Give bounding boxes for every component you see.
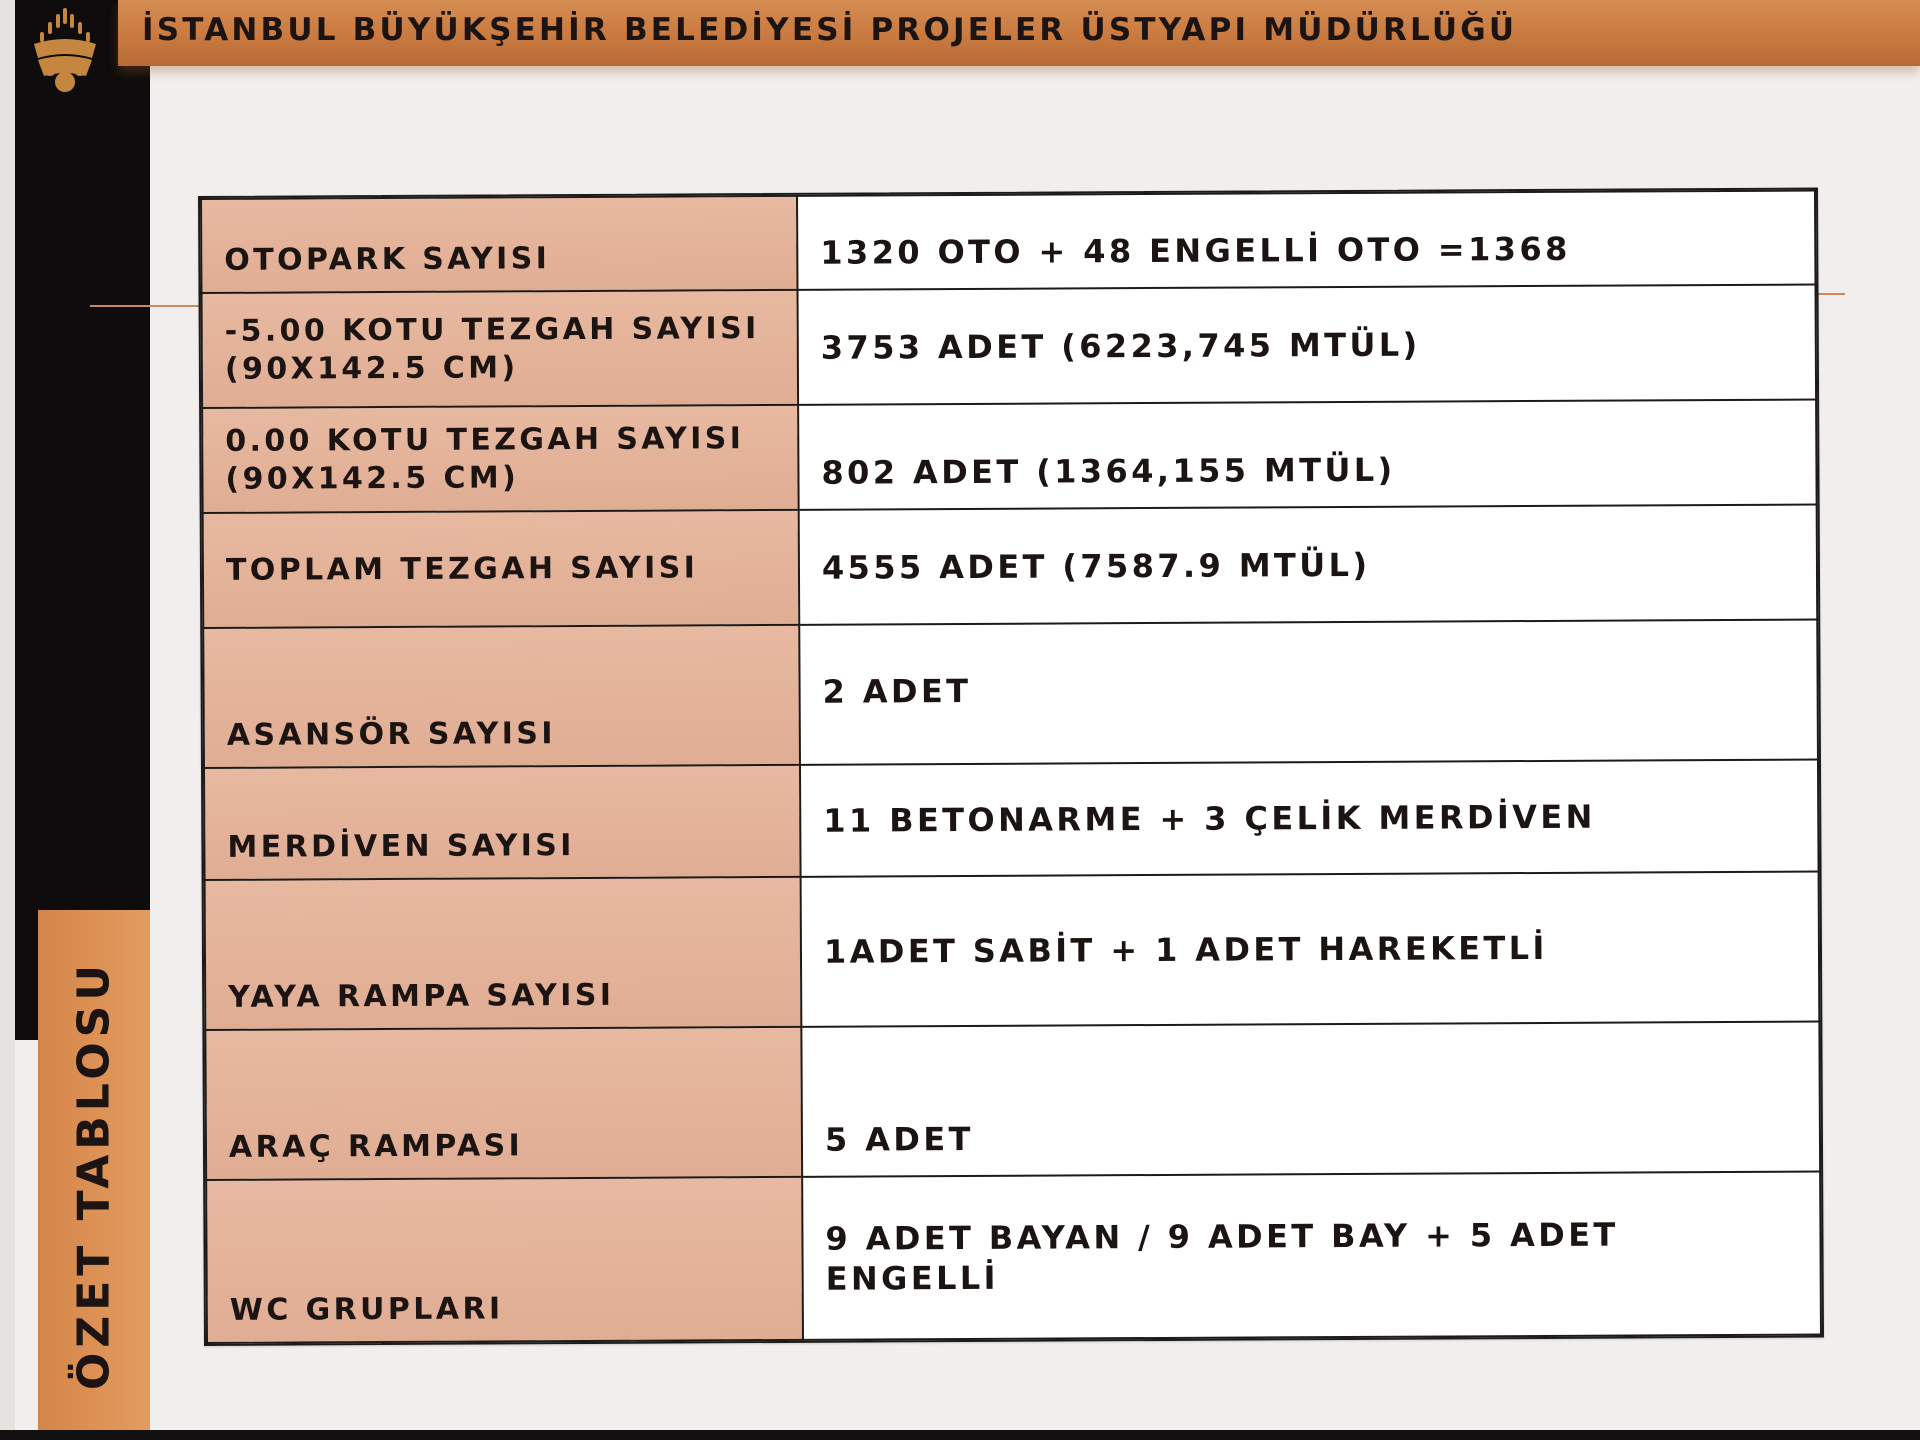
row-value: 1320 OTO + 48 ENGELLİ OTO =1368	[797, 191, 1815, 290]
row-label: WC GRUPLARI	[206, 1177, 803, 1343]
row-label: OTOPARK SAYISI	[201, 196, 797, 293]
bottom-edge	[0, 1430, 1920, 1440]
row-value: 9 ADET BAYAN / 9 ADET BAY + 5 ADET ENGELLİ	[802, 1172, 1821, 1340]
table-row	[202, 400, 1817, 513]
row-label: ASANSÖR SAYISI	[203, 625, 800, 768]
row-label: MERDİVEN SAYISI	[204, 765, 801, 880]
row-label: ARAÇ RAMPASI	[205, 1027, 802, 1180]
row-label: -5.00 KOTU TEZGAH SAYISI (90X142.5 CM)	[202, 290, 799, 408]
header-title: İSTANBUL BÜYÜKŞEHİR BELEDİYESİ PROJELER ÜSTYAPI MÜDÜRLÜĞÜ	[142, 12, 1518, 48]
row-value: 11 BETONARME + 3 ÇELİK MERDİVEN	[800, 760, 1819, 877]
row-value: 1ADET SABİT + 1 ADET HAREKETLİ	[801, 872, 1820, 1027]
page-edge	[0, 0, 15, 1440]
row-label: TOPLAM TEZGAH SAYISI	[203, 510, 800, 628]
vertical-title: ÖZET TABLOSU	[68, 959, 120, 1391]
summary-table	[198, 188, 1824, 1346]
table-row	[203, 505, 1818, 628]
row-label: 0.00 KOTU TEZGAH SAYISI (90X142.5 CM)	[202, 405, 799, 513]
table-row	[205, 1022, 1820, 1180]
row-value: 5 ADET	[801, 1022, 1820, 1177]
row-value: 802 ADET (1364,155 MTÜL)	[798, 400, 1817, 510]
table-row	[205, 872, 1820, 1030]
table-row	[202, 285, 1817, 408]
ibb-logo-icon	[26, 6, 104, 98]
row-value: 3753 ADET (6223,745 MTÜL)	[797, 285, 1816, 405]
table-row	[201, 191, 1815, 293]
table-row	[203, 620, 1818, 768]
divider-left	[90, 305, 200, 307]
row-label: YAYA RAMPA SAYISI	[205, 877, 802, 1030]
header-bar	[118, 0, 1920, 66]
row-value: 2 ADET	[799, 620, 1818, 765]
left-dark-band	[15, 0, 150, 1040]
table-row	[206, 1172, 1821, 1343]
table-row	[204, 760, 1819, 880]
row-value: 4555 ADET (7587.9 MTÜL)	[799, 505, 1818, 625]
